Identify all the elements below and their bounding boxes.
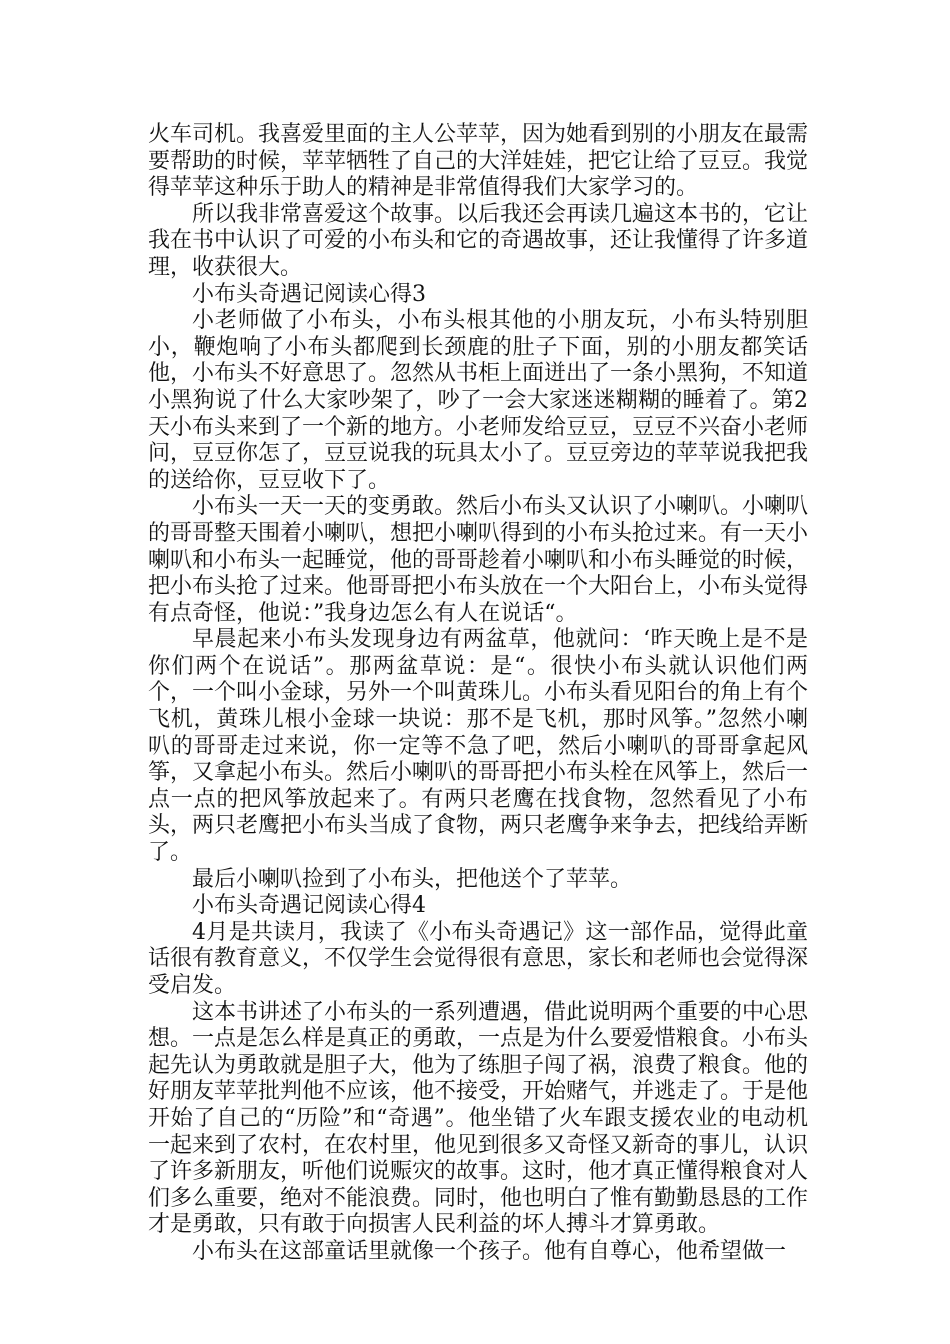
document-page	[148, 122, 808, 1266]
paragraph-continuation: 火车司机。我喜爱里面的主人公苹苹，因为她看到别的小朋友在最需要帮助的时候，苹苹牺牲了自己的大洋娃娃，把它让给了豆豆。我觉得苹苹这种乐于助人的精神是非常值得我们大家学习的。	[148, 122, 809, 201]
paragraph: 小布头一天一天的变勇敢。然后小布头又认识了小喇叭。小喇叭的哥哥整天围着小喇叭，想把小喇叭得到的小布头抢过来。有一天小喇叭和小布头一起睡觉，他的哥哥趁着小喇叭和小布头睡觉的时候，把小布头抢了过来。他哥哥把小布头放在一个大阳台上，小布头觉得有点奇怪，他说：”我身边怎么有人在说话“。	[148, 494, 809, 626]
paragraph: 早晨起来小布头发现身边有两盆草，他就问：‘昨天晚上是不是你们两个在说话”。那两盆草说：是“。很快小布头就认识他们两个，一个叫小金球，另外一个叫黄珠儿。小布头看见阳台的角上有个飞机，黄珠儿根小金球一块说：那不是飞机，那时风筝。”忽然小喇叭的哥哥走过来说，你一定等不急了吧，然后小喇叭的哥哥拿起风筝，又拿起小布头。然后小喇叭的哥哥把小布头栓在风筝上，然后一点一点的把风筝放起来了。有两只老鹰在找食物，忽然看见了小布头，两只老鹰把小布头当成了食物，两只老鹰争来争去，把线给弄断了。	[148, 627, 809, 866]
paragraph: 小布头在这部童话里就像一个孩子。他有自尊心，他希望做一	[192, 1238, 787, 1264]
paragraph: 所以我非常喜爱这个故事。以后我还会再读几遍这本书的，它让我在书中认识了可爱的小布头和它的奇遇故事，还让我懂得了许多道理，收获很大。	[148, 201, 809, 280]
paragraph: 这本书讲述了小布头的一系列遭遇，借此说明两个重要的中心思想。一点是怎么样是真正的勇敢，一点是为什么要爱惜粮食。小布头起先认为勇敢就是胆子大，他为了练胆子闯了祸，浪费了粮食。他的好朋友苹苹批判他不应该，他不接受，开始赌气，并逃走了。于是他开始了自己的“历险”和“奇遇”。他坐错了火车跟支援农业的电动机一起来到了农村，在农村里，他见到很多又奇怪又新奇的事儿，认识了许多新朋友，听他们说赈灾的故事。这时，他才真正懂得粮食对人们多么重要，绝对不能浪费。同时，他也明白了惟有勤勤恳恳的工作才是勇敢，只有敢于向损害人民利益的坏人搏斗才算勇敢。	[148, 999, 809, 1238]
paragraph: 小老师做了小布头，小布头根其他的小朋友玩，小布头特别胆小，鞭炮响了小布头都爬到长颈鹿的肚子下面，别的小朋友都笑话他，小布头不好意思了。忽然从书柜上面迸出了一条小黑狗，不知道小黑狗说了什么大家吵架了，吵了一会大家迷迷糊糊的睡着了。第2天小布头来到了一个新的地方。小老师发给豆豆，豆豆不兴奋小老师问，豆豆你怎了，豆豆说我的玩具太小了。豆豆旁边的苹苹说我把我的送给你，豆豆收下了。	[148, 308, 809, 493]
paragraph: 4月是共读月，我读了《小布头奇遇记》这一部作品，觉得此童话很有教育意义，不仅学生会觉得很有意思，家长和老师也会觉得深受启发。	[148, 919, 809, 998]
section-heading: 小布头奇遇记阅读心得4	[192, 893, 426, 919]
section-heading: 小布头奇遇记阅读心得3	[192, 281, 426, 307]
paragraph: 最后小喇叭捡到了小布头，把他送个了苹苹。	[192, 866, 633, 892]
